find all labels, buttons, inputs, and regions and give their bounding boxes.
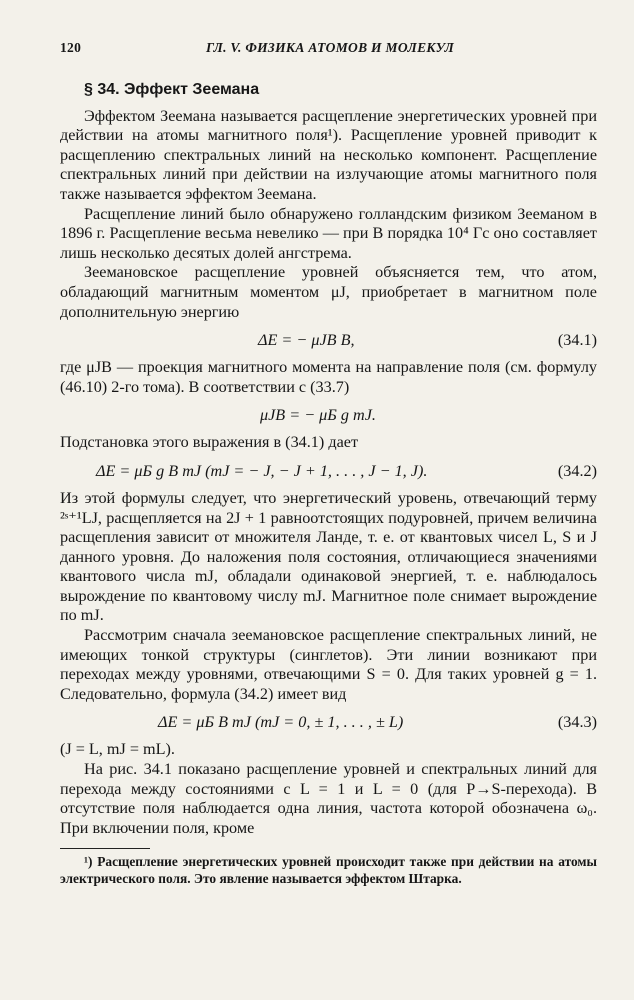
paragraph-condition: (J = L, mJ = mL). bbox=[60, 740, 175, 759]
equation-formula: ΔE = μБ g B mJ (mJ = − J, − J + 1, . . . , J − 1, J). bbox=[96, 461, 428, 480]
equation-formula: μJB = − μБ g mJ. bbox=[260, 406, 376, 425]
equation-formula: ΔE = μБ B mJ (mJ = 0, ± 1, . . . , ± L) bbox=[158, 713, 404, 732]
equation-34-2 bbox=[60, 459, 597, 483]
equation-34-3 bbox=[60, 710, 597, 734]
equation-unnumbered bbox=[60, 403, 597, 427]
paragraph-intro: Эффектом Зеемана называется расщепление энергетических уровней при действии на атомы магнитного поля¹). Расщепление уровней приводит к расщеплению спектральных линий на несколько компонент. Расщепление спектральных линий при действии на излучающие атомы магнитного поля также называется эффектом Зеемана. bbox=[60, 106, 597, 203]
footnote-divider bbox=[60, 848, 150, 849]
paragraph-history: Расщепление линий было обнаружено голландским физиком Зееманом в 1896 г. Расщепление весьма невелико — при B порядка 10⁴ Гс оно составляет лишь несколько десятых долей ангстрема. bbox=[60, 204, 597, 262]
equation-number: (34.2) bbox=[557, 461, 597, 480]
equation-34-1 bbox=[60, 328, 597, 352]
footnote: ¹) Расщепление энергетических уровней происходит также при действии на атомы электрического поля. Это явление называется эффектом Штарка. bbox=[60, 854, 597, 887]
paragraph-singlets: Рассмотрим сначала зеемановское расщепление спектральных линий, не имеющих тонкой структуры (синглетов). Эти линии возникают при переходах между уровнями, отвечающими S = 0. Для таких уровней g = 1. Следовательно, формула (34.2) имеет вид bbox=[60, 626, 597, 703]
page-number: 120 bbox=[60, 40, 82, 55]
paragraph-projection: где μJB — проекция магнитного момента на направление поля (см. формулу (46.10) 2-го тома). В соответствии с (33.7) bbox=[60, 358, 597, 396]
section-title: § 34. Эффект Зеемана bbox=[84, 81, 260, 98]
paragraph-explanation: Зеемановское расщепление уровней объясняется тем, что атом, обладающий магнитным моментом μJ, приобретает в магнитном поле дополнительную энергию bbox=[60, 263, 597, 321]
equation-number: (34.3) bbox=[557, 713, 597, 732]
page-body bbox=[60, 80, 597, 887]
equation-formula: ΔE = − μJB B, bbox=[258, 331, 355, 350]
running-title: ГЛ. V. ФИЗИКА АТОМОВ И МОЛЕКУЛ bbox=[206, 40, 455, 55]
equation-number: (34.1) bbox=[557, 331, 597, 350]
paragraph-substitution: Подстановка этого выражения в (34.1) дает bbox=[60, 433, 359, 452]
paragraph-figure-reference: На рис. 34.1 показано расщепление уровней и спектральных линий для перехода между состояниями с L = 1 и L = 0 (для P→S-перехода). В отсутствие поля наблюдается одна линия, частота которой обозначена ω₀. При включении поля, кроме bbox=[60, 760, 597, 837]
paragraph-landé: Из этой формулы следует, что энергетический уровень, отвечающий терму ²ˢ⁺¹LJ, расщепляется на 2J + 1 равноотстоящих подуровней, причем величина расщепления зависит от множителя Ланде, т. е. от квантовых чисел L, S и J данного уровня. До наложения поля состояния, отличающиеся значениями квантового числа mJ, обладали одинаковой энергией, т. е. наблюдалось вырождение по квантовому числу mJ. Магнитное поле снимает вырождение по mJ. bbox=[60, 488, 597, 625]
